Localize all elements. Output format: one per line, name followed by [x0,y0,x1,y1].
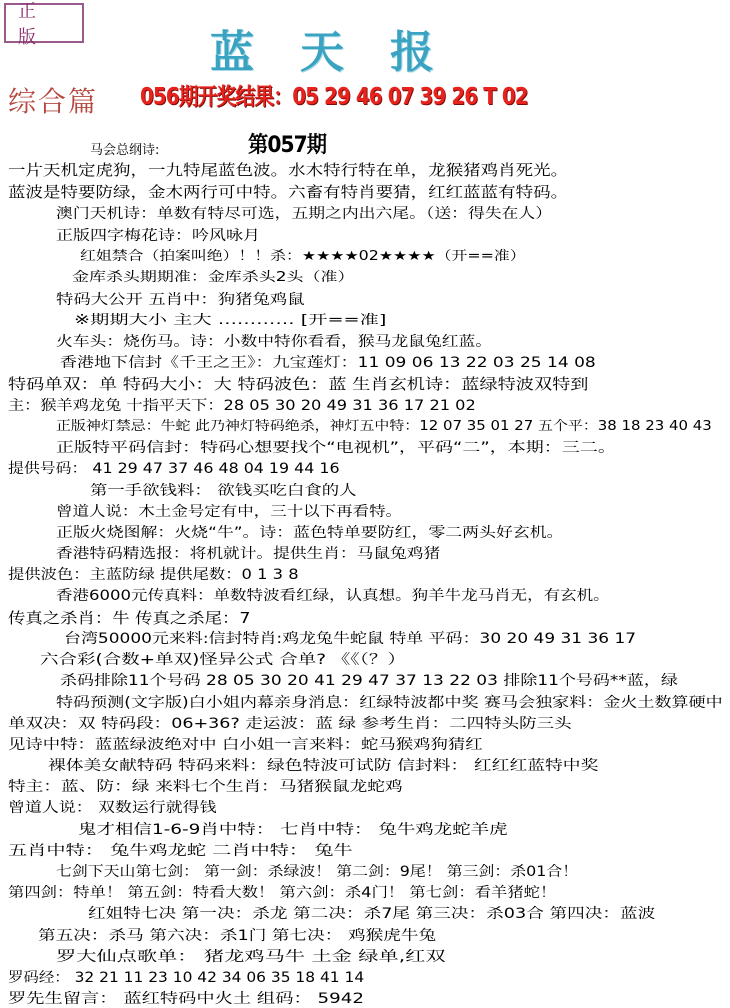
section-title: 综合篇 [8,85,99,118]
genuine-badge: 正 版 [4,3,84,43]
content-line-15: 提供号码： 41 29 47 37 46 48 04 19 44 16 [8,461,340,477]
content-line-19: 香港特码精选报：将机就计。提供生肖：马鼠兔鸡猪 [56,546,441,562]
content-line-16: 第一手欲钱料： 欲钱买吃白食的人 [90,483,357,499]
content-line-32: 鬼才相信1-6-9肖中特： 七肖中特： 兔牛鸡龙蛇羊虎 [78,822,508,838]
content-line-36: 红姐特七决 第一决：杀龙 第二决：杀7尾 第三决：杀03合 第四决：蓝波 [88,906,656,922]
content-line-33: 五肖中特： 兔牛鸡龙蛇 二肖中特： 兔牛 [8,843,353,859]
content-line-27: 单双决：双 特码段：06+36? 走运波：蓝 绿 参考生肖：二四特头防三头 [8,716,572,732]
content-line-18: 正版火烧图解：火烧“牛”。诗：蓝色特单要防红，零二两头好玄机。 [56,525,564,541]
content-line-6: 金库杀头期期准：金库杀头2头（准） [72,270,355,285]
content-line-29: 裸体美女献特码 特码来料：绿色特波可试防 信封料： 红红红蓝特中奖 [48,758,599,774]
content-line-35: 第四剑：特单！ 第五剑：特看大数！ 第六剑：杀4门！ 第七剑：看羊猪蛇！ [8,885,557,901]
content-line-14: 正版特平码信封：特码心想要找个“电视机”，平码“二”，本期：三二。 [56,440,616,456]
content-line-23: 台湾50000元来料:信封特肖:鸡龙兔牛蛇鼠 特单 平码：30 20 49 31 36 17 [64,631,637,647]
draw-result-headline: 056期开奖结果：05 29 46 07 39 26 T 02 [140,84,528,110]
content-line-40: 罗先生留言： 蓝红特码中火土 组码： 5942 [8,991,364,1007]
content-line-1: 一片天机定虎狗，一九特尾蓝色波。水木特行特在单，龙猴猪鸡肖死光。 [8,161,569,179]
content-line-4: 正版四字梅花诗：吟风咏月 [56,228,260,244]
content-line-31: 曾道人说： 双数运行就得钱 [8,800,217,816]
content-line-17: 曾道人说：木土金号定有中，三十以下再看特。 [56,504,403,520]
issue-number: 第057期 [248,133,327,158]
content-line-9: 火车头：烧伤马。诗：小数中特你看看，猴马龙鼠兔红蓝。 [56,334,493,350]
content-line-5: 红姐禁合（拍案叫绝）！！杀：★★★★02★★★★（开==准） [80,249,526,264]
content-line-8: ※期期大小 主大 ………… [开==准] [74,313,387,328]
content-line-34: 七剑下天山第七剑： 第一剑：杀绿波！ 第二剑：9尾！ 第三剑：杀01合！ [56,864,579,880]
content-line-21: 香港6000元传真料：单数特波看红绿，认真想。狗羊牛龙马肖无，有玄机。 [56,588,610,604]
content-line-37: 第五决：杀马 第六决：杀1门 第七决： 鸡猴虎牛兔 [38,928,437,944]
content-line-26: 特码预测(文字版)白小姐内幕亲身消息：红绿特波都中奖 赛马会独家料：金火土数算硬中 [56,695,723,711]
content-line-28: 见诗中特：蓝蓝绿波绝对中 白小姐一言来料：蛇马猴鸡狗猜红 [8,737,483,753]
content-line-10: 香港地下信封《千王之王》：九宝莲灯：11 09 06 13 22 03 25 14 08 [60,355,596,371]
content-line-39: 罗码经： 32 21 11 23 10 42 34 06 35 18 41 14 [8,970,365,986]
content-line-12: 主：猴羊鸡龙兔 十指平天下：28 05 30 20 49 31 36 17 21 02 [8,398,476,414]
content-line-7: 特码大公开 五肖中：狗猪兔鸡鼠 [56,292,305,308]
poem-label: 马会总纲诗: [90,143,160,158]
content-line-22: 传真之杀肖：牛 传真之杀尾：7 [8,609,251,627]
content-line-13: 正版神灯禁忌：牛蛇 此乃神灯特码绝杀，神灯五中特：12 07 35 01 27 五个平：38 18 23 40 43 [56,419,712,434]
content-line-20: 提供波色：主蓝防绿 提供尾数：0 1 3 8 [8,567,299,583]
content-line-25: 杀码排除11个号码 28 05 30 20 41 29 47 37 13 22 03 排除11个号码**蓝，绿 [60,673,678,689]
content-line-3: 澳门天机诗：单数有特尽可选，五期之内出六尾。（送：得失在人） [56,206,553,222]
content-line-11: 特码单双：单 特码大小：大 特码波色：蓝 生肖玄机诗：蓝绿特波双特到 [8,375,589,393]
content-line-2: 蓝波是特要防绿，金木两行可中特。六畜有特肖要猜，红红蓝蓝有特码。 [8,183,569,201]
content-line-24: 六合彩(合数+单双)怪异公式 合单? 《《（？） [40,652,406,668]
content-line-30: 特主：蓝、防：绿 来料七个生肖：马猪猴鼠龙蛇鸡 [8,779,403,795]
page-title: 蓝天报 [210,27,480,78]
content-line-38: 罗大仙点歌单： 猪龙鸡马牛 土金 绿单,红双 [56,949,446,965]
